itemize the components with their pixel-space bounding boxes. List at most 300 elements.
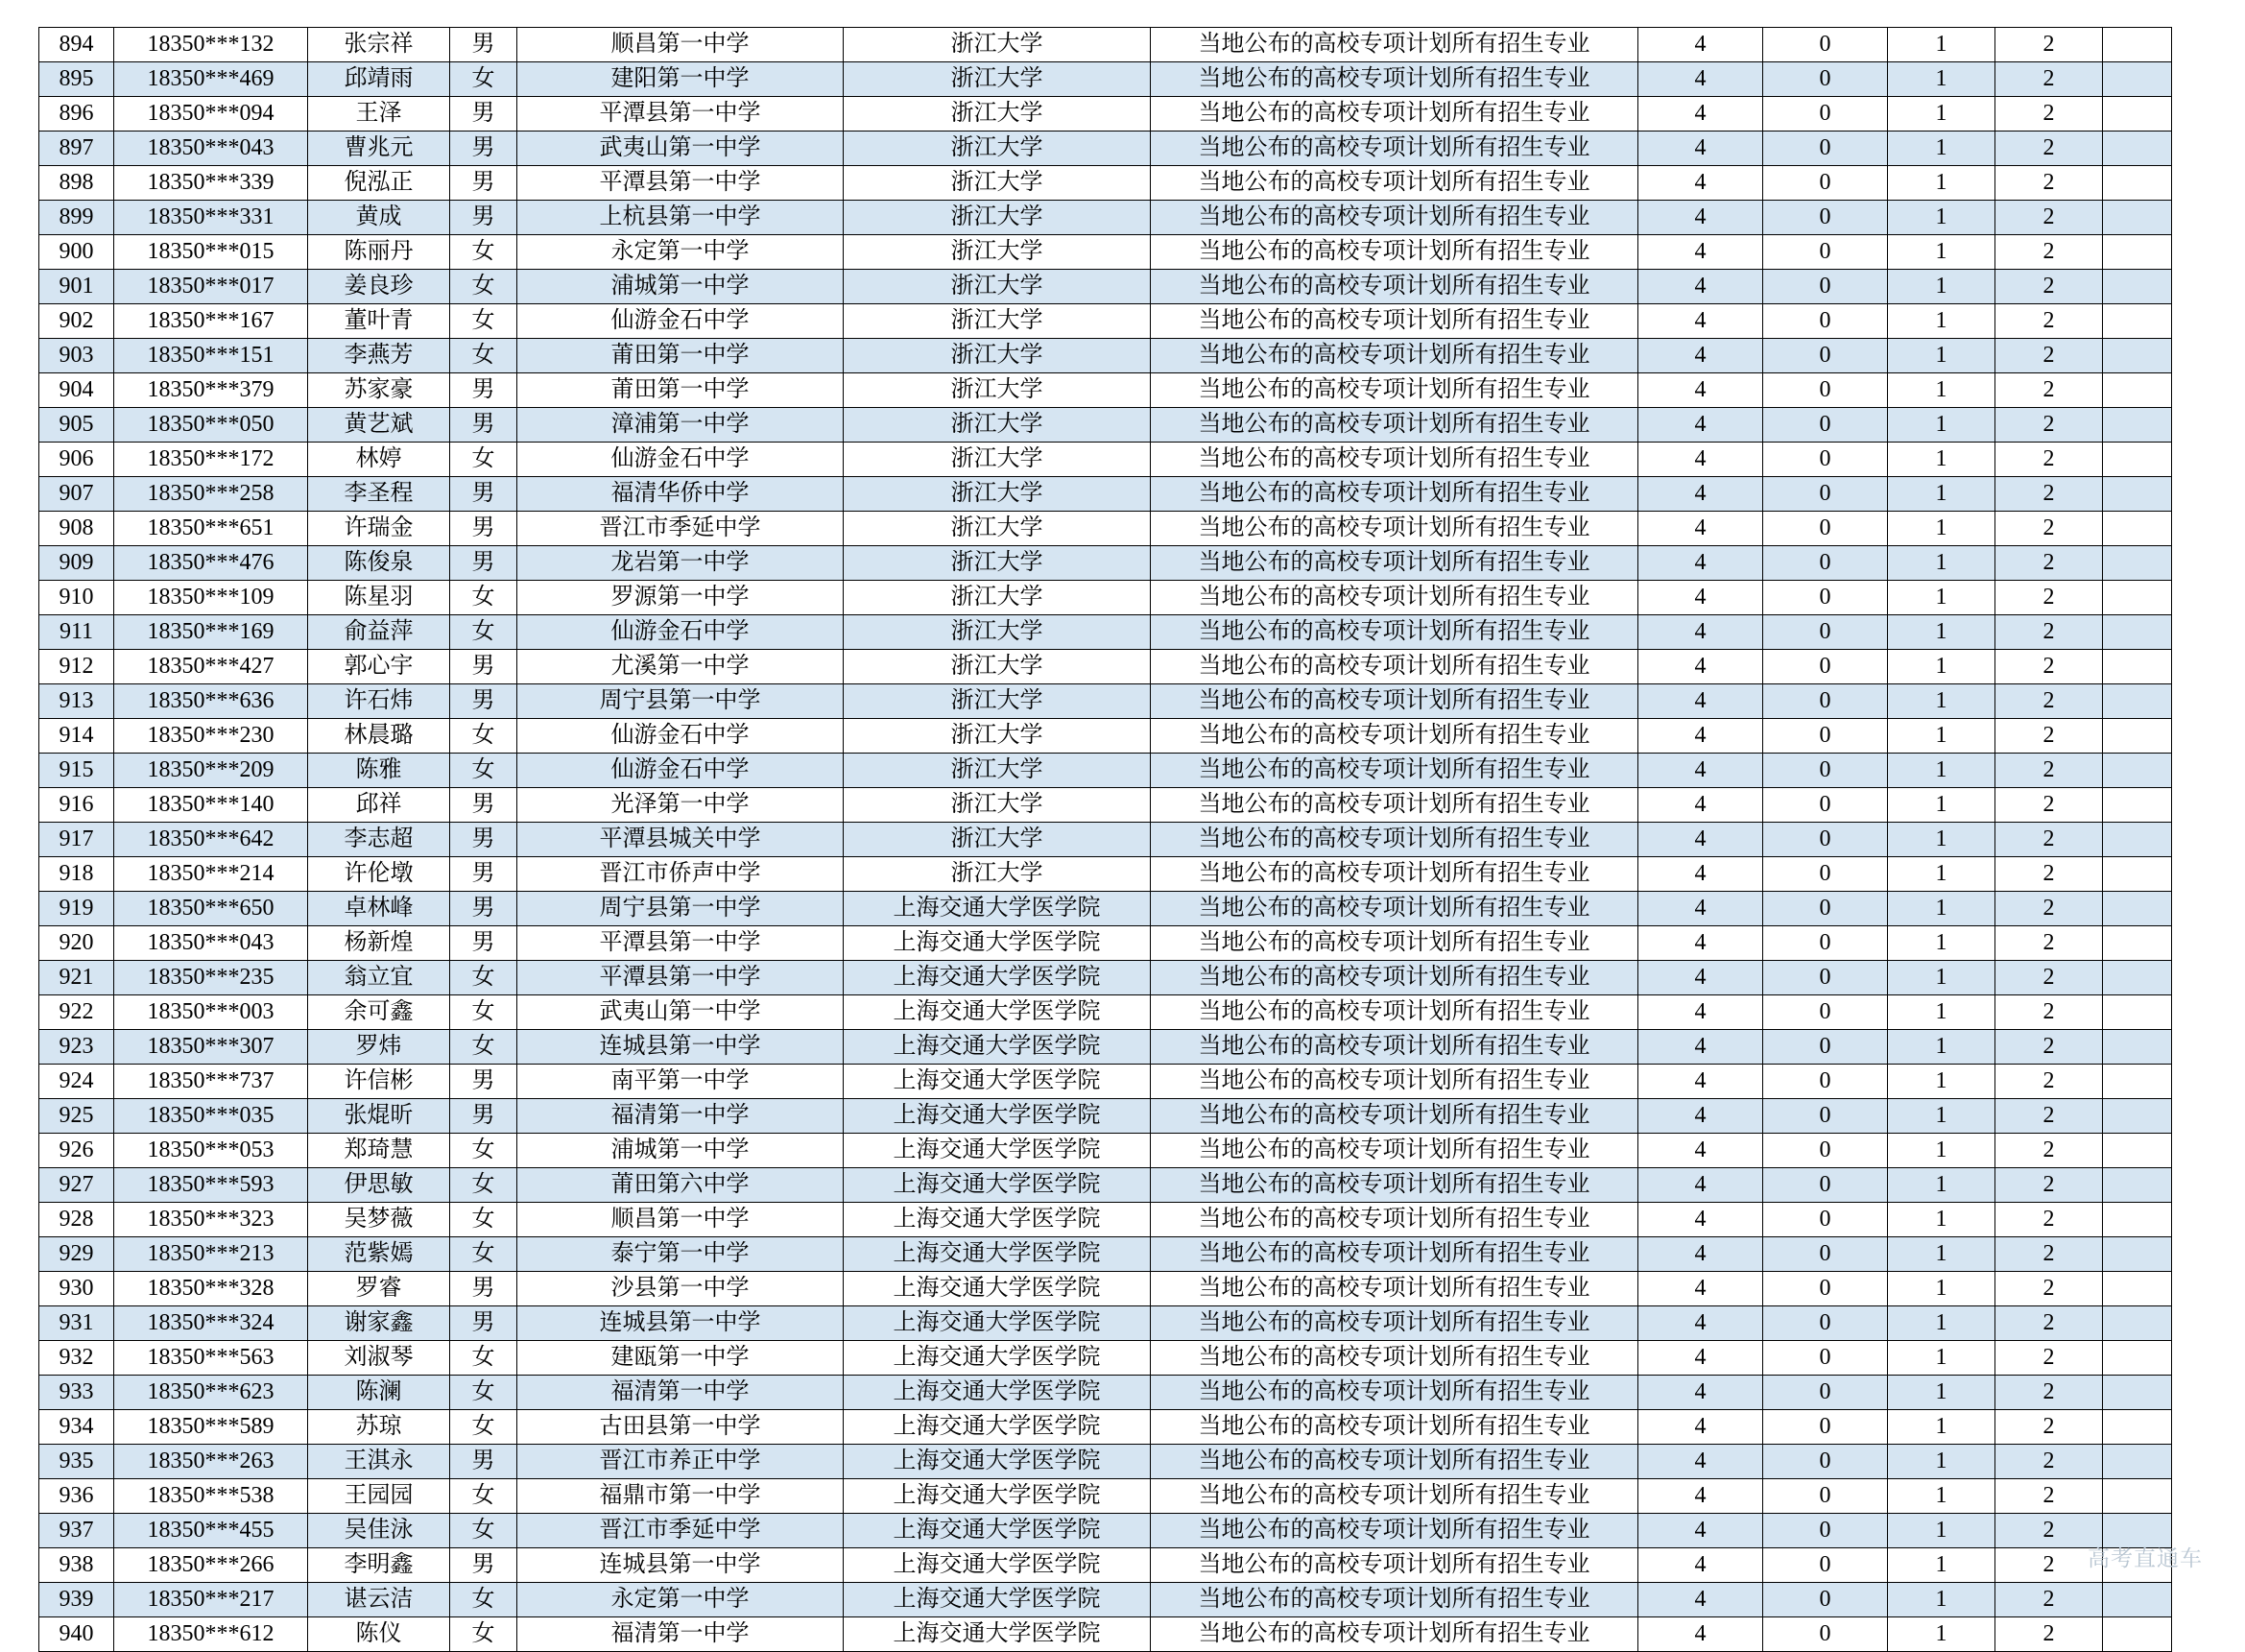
cell-major: 当地公布的高校专项计划所有招生专业 — [1151, 1617, 1638, 1652]
cell-remark — [2103, 443, 2172, 477]
cell-name: 邱祥 — [308, 788, 450, 823]
table-row — [39, 1548, 2172, 1583]
cell-value-2: 0 — [1763, 1168, 1888, 1203]
table-row — [39, 1065, 2172, 1099]
cell-index: 931 — [39, 1306, 114, 1341]
cell-value-3: 1 — [1888, 62, 1995, 97]
cell-value-4: 2 — [1995, 650, 2103, 684]
cell-sex: 女 — [450, 615, 517, 650]
cell-exam-id: 18350***109 — [114, 581, 308, 615]
cell-major: 当地公布的高校专项计划所有招生专业 — [1151, 373, 1638, 408]
cell-value-4: 2 — [1995, 512, 2103, 546]
table-row — [39, 1410, 2172, 1445]
cell-value-3: 1 — [1888, 754, 1995, 788]
cell-university: 浙江大学 — [844, 546, 1151, 581]
cell-remark — [2103, 477, 2172, 512]
cell-major: 当地公布的高校专项计划所有招生专业 — [1151, 1583, 1638, 1617]
cell-value-3: 1 — [1888, 270, 1995, 304]
cell-sex: 男 — [450, 684, 517, 719]
cell-value-3: 1 — [1888, 546, 1995, 581]
cell-index: 940 — [39, 1617, 114, 1652]
cell-value-4: 2 — [1995, 97, 2103, 132]
cell-value-3: 1 — [1888, 1341, 1995, 1376]
cell-school: 龙岩第一中学 — [517, 546, 844, 581]
cell-major: 当地公布的高校专项计划所有招生专业 — [1151, 443, 1638, 477]
cell-name: 翁立宜 — [308, 961, 450, 995]
cell-university: 浙江大学 — [844, 650, 1151, 684]
cell-index: 900 — [39, 235, 114, 270]
cell-sex: 女 — [450, 1479, 517, 1514]
cell-university: 上海交通大学医学院 — [844, 1168, 1151, 1203]
cell-value-2: 0 — [1763, 270, 1888, 304]
cell-remark — [2103, 788, 2172, 823]
cell-school: 古田县第一中学 — [517, 1410, 844, 1445]
cell-name: 陈星羽 — [308, 581, 450, 615]
table-row — [39, 201, 2172, 235]
cell-index: 925 — [39, 1099, 114, 1134]
cell-name: 王园园 — [308, 1479, 450, 1514]
cell-school: 罗源第一中学 — [517, 581, 844, 615]
cell-value-3: 1 — [1888, 961, 1995, 995]
cell-major: 当地公布的高校专项计划所有招生专业 — [1151, 823, 1638, 857]
cell-value-4: 2 — [1995, 857, 2103, 892]
cell-school: 武夷山第一中学 — [517, 995, 844, 1030]
cell-index: 922 — [39, 995, 114, 1030]
cell-school: 顺昌第一中学 — [517, 28, 844, 62]
cell-exam-id: 18350***053 — [114, 1134, 308, 1168]
cell-major: 当地公布的高校专项计划所有招生专业 — [1151, 62, 1638, 97]
cell-value-3: 1 — [1888, 132, 1995, 166]
cell-school: 永定第一中学 — [517, 1583, 844, 1617]
cell-university: 浙江大学 — [844, 581, 1151, 615]
cell-value-2: 0 — [1763, 132, 1888, 166]
cell-major: 当地公布的高校专项计划所有招生专业 — [1151, 1030, 1638, 1065]
cell-major: 当地公布的高校专项计划所有招生专业 — [1151, 892, 1638, 926]
cell-school: 晋江市季延中学 — [517, 1514, 844, 1548]
table-row — [39, 235, 2172, 270]
cell-exam-id: 18350***017 — [114, 270, 308, 304]
cell-index: 912 — [39, 650, 114, 684]
cell-sex: 男 — [450, 166, 517, 201]
cell-name: 伊思敏 — [308, 1168, 450, 1203]
cell-value-1: 4 — [1638, 581, 1763, 615]
cell-sex: 女 — [450, 339, 517, 373]
cell-remark — [2103, 1134, 2172, 1168]
cell-value-3: 1 — [1888, 1134, 1995, 1168]
cell-remark — [2103, 1099, 2172, 1134]
cell-exam-id: 18350***427 — [114, 650, 308, 684]
cell-value-1: 4 — [1638, 926, 1763, 961]
cell-index: 905 — [39, 408, 114, 443]
cell-university: 浙江大学 — [844, 408, 1151, 443]
cell-value-1: 4 — [1638, 1445, 1763, 1479]
cell-school: 仙游金石中学 — [517, 615, 844, 650]
cell-value-3: 1 — [1888, 166, 1995, 201]
cell-value-3: 1 — [1888, 304, 1995, 339]
cell-value-1: 4 — [1638, 408, 1763, 443]
cell-major: 当地公布的高校专项计划所有招生专业 — [1151, 1065, 1638, 1099]
cell-exam-id: 18350***050 — [114, 408, 308, 443]
cell-value-3: 1 — [1888, 684, 1995, 719]
cell-value-2: 0 — [1763, 995, 1888, 1030]
cell-school: 浦城第一中学 — [517, 270, 844, 304]
cell-sex: 女 — [450, 1134, 517, 1168]
cell-index: 897 — [39, 132, 114, 166]
cell-major: 当地公布的高校专项计划所有招生专业 — [1151, 270, 1638, 304]
cell-value-4: 2 — [1995, 995, 2103, 1030]
cell-exam-id: 18350***642 — [114, 823, 308, 857]
cell-exam-id: 18350***623 — [114, 1376, 308, 1410]
cell-exam-id: 18350***172 — [114, 443, 308, 477]
cell-value-2: 0 — [1763, 477, 1888, 512]
watermark-label: 高考直通车 — [2088, 1545, 2203, 1570]
cell-sex: 女 — [450, 1168, 517, 1203]
cell-sex: 女 — [450, 581, 517, 615]
cell-index: 913 — [39, 684, 114, 719]
cell-school: 连城县第一中学 — [517, 1306, 844, 1341]
cell-school: 建瓯第一中学 — [517, 1341, 844, 1376]
cell-value-2: 0 — [1763, 684, 1888, 719]
cell-value-2: 0 — [1763, 166, 1888, 201]
cell-school: 光泽第一中学 — [517, 788, 844, 823]
cell-exam-id: 18350***589 — [114, 1410, 308, 1445]
cell-name: 卓林峰 — [308, 892, 450, 926]
cell-sex: 女 — [450, 1341, 517, 1376]
spreadsheet-area — [38, 27, 2171, 1652]
cell-index: 916 — [39, 788, 114, 823]
cell-value-1: 4 — [1638, 443, 1763, 477]
cell-value-4: 2 — [1995, 788, 2103, 823]
cell-name: 陈雅 — [308, 754, 450, 788]
table-row — [39, 166, 2172, 201]
cell-index: 935 — [39, 1445, 114, 1479]
table-row — [39, 1617, 2172, 1652]
cell-value-2: 0 — [1763, 754, 1888, 788]
cell-exam-id: 18350***263 — [114, 1445, 308, 1479]
cell-index: 930 — [39, 1272, 114, 1306]
cell-university: 上海交通大学医学院 — [844, 1030, 1151, 1065]
cell-school: 福清第一中学 — [517, 1617, 844, 1652]
cell-exam-id: 18350***217 — [114, 1583, 308, 1617]
table-body — [39, 28, 2172, 1652]
cell-value-4: 2 — [1995, 1376, 2103, 1410]
cell-index: 936 — [39, 1479, 114, 1514]
table-row — [39, 62, 2172, 97]
cell-index: 921 — [39, 961, 114, 995]
cell-exam-id: 18350***132 — [114, 28, 308, 62]
cell-index: 906 — [39, 443, 114, 477]
cell-value-4: 2 — [1995, 1479, 2103, 1514]
cell-sex: 男 — [450, 926, 517, 961]
cell-exam-id: 18350***307 — [114, 1030, 308, 1065]
cell-name: 陈俊泉 — [308, 546, 450, 581]
cell-value-4: 2 — [1995, 408, 2103, 443]
cell-value-4: 2 — [1995, 1065, 2103, 1099]
cell-sex: 女 — [450, 1410, 517, 1445]
table-row — [39, 477, 2172, 512]
table-row — [39, 684, 2172, 719]
cell-index: 910 — [39, 581, 114, 615]
cell-value-2: 0 — [1763, 97, 1888, 132]
cell-remark — [2103, 615, 2172, 650]
cell-value-3: 1 — [1888, 28, 1995, 62]
cell-value-1: 4 — [1638, 1134, 1763, 1168]
cell-major: 当地公布的高校专项计划所有招生专业 — [1151, 1168, 1638, 1203]
cell-university: 上海交通大学医学院 — [844, 1445, 1151, 1479]
cell-sex: 男 — [450, 857, 517, 892]
cell-major: 当地公布的高校专项计划所有招生专业 — [1151, 1306, 1638, 1341]
cell-school: 连城县第一中学 — [517, 1548, 844, 1583]
cell-value-3: 1 — [1888, 1617, 1995, 1652]
cell-sex: 女 — [450, 270, 517, 304]
cell-value-1: 4 — [1638, 1410, 1763, 1445]
cell-major: 当地公布的高校专项计划所有招生专业 — [1151, 1514, 1638, 1548]
cell-name: 曹兆元 — [308, 132, 450, 166]
table-row — [39, 1134, 2172, 1168]
cell-sex: 女 — [450, 961, 517, 995]
table-row — [39, 28, 2172, 62]
cell-school: 上杭县第一中学 — [517, 201, 844, 235]
table-row — [39, 373, 2172, 408]
table-row — [39, 788, 2172, 823]
cell-remark — [2103, 1479, 2172, 1514]
table-row — [39, 546, 2172, 581]
cell-value-3: 1 — [1888, 512, 1995, 546]
cell-major: 当地公布的高校专项计划所有招生专业 — [1151, 788, 1638, 823]
cell-university: 上海交通大学医学院 — [844, 1617, 1151, 1652]
cell-value-1: 4 — [1638, 1030, 1763, 1065]
cell-university: 浙江大学 — [844, 788, 1151, 823]
cell-major: 当地公布的高校专项计划所有招生专业 — [1151, 97, 1638, 132]
cell-index: 915 — [39, 754, 114, 788]
cell-value-4: 2 — [1995, 1272, 2103, 1306]
cell-remark — [2103, 892, 2172, 926]
cell-major: 当地公布的高校专项计划所有招生专业 — [1151, 1445, 1638, 1479]
cell-school: 莆田第一中学 — [517, 373, 844, 408]
cell-university: 浙江大学 — [844, 97, 1151, 132]
table-row — [39, 97, 2172, 132]
cell-value-3: 1 — [1888, 857, 1995, 892]
cell-exam-id: 18350***636 — [114, 684, 308, 719]
cell-value-1: 4 — [1638, 201, 1763, 235]
cell-value-4: 2 — [1995, 477, 2103, 512]
cell-exam-id: 18350***015 — [114, 235, 308, 270]
cell-name: 许石炜 — [308, 684, 450, 719]
cell-value-1: 4 — [1638, 1203, 1763, 1237]
cell-index: 908 — [39, 512, 114, 546]
cell-university: 浙江大学 — [844, 684, 1151, 719]
cell-name: 苏琼 — [308, 1410, 450, 1445]
cell-index: 927 — [39, 1168, 114, 1203]
cell-value-4: 2 — [1995, 1617, 2103, 1652]
cell-exam-id: 18350***339 — [114, 166, 308, 201]
cell-major: 当地公布的高校专项计划所有招生专业 — [1151, 132, 1638, 166]
cell-value-3: 1 — [1888, 97, 1995, 132]
cell-university: 浙江大学 — [844, 304, 1151, 339]
cell-major: 当地公布的高校专项计划所有招生专业 — [1151, 1272, 1638, 1306]
cell-university: 上海交通大学医学院 — [844, 1341, 1151, 1376]
cell-name: 李志超 — [308, 823, 450, 857]
cell-value-1: 4 — [1638, 97, 1763, 132]
cell-value-4: 2 — [1995, 615, 2103, 650]
cell-name: 俞益萍 — [308, 615, 450, 650]
cell-major: 当地公布的高校专项计划所有招生专业 — [1151, 684, 1638, 719]
cell-value-4: 2 — [1995, 443, 2103, 477]
cell-name: 罗睿 — [308, 1272, 450, 1306]
cell-index: 895 — [39, 62, 114, 97]
cell-value-4: 2 — [1995, 719, 2103, 754]
cell-school: 武夷山第一中学 — [517, 132, 844, 166]
cell-value-2: 0 — [1763, 235, 1888, 270]
table-row — [39, 1203, 2172, 1237]
cell-major: 当地公布的高校专项计划所有招生专业 — [1151, 1341, 1638, 1376]
cell-remark — [2103, 719, 2172, 754]
cell-sex: 女 — [450, 1583, 517, 1617]
cell-name: 谢家鑫 — [308, 1306, 450, 1341]
cell-university: 上海交通大学医学院 — [844, 1272, 1151, 1306]
cell-university: 浙江大学 — [844, 615, 1151, 650]
cell-value-2: 0 — [1763, 788, 1888, 823]
cell-index: 896 — [39, 97, 114, 132]
cell-university: 浙江大学 — [844, 754, 1151, 788]
cell-index: 932 — [39, 1341, 114, 1376]
cell-name: 倪泓正 — [308, 166, 450, 201]
cell-value-4: 2 — [1995, 132, 2103, 166]
cell-name: 吴梦薇 — [308, 1203, 450, 1237]
cell-value-3: 1 — [1888, 615, 1995, 650]
cell-sex: 女 — [450, 995, 517, 1030]
cell-name: 黄成 — [308, 201, 450, 235]
cell-value-3: 1 — [1888, 443, 1995, 477]
cell-name: 范紫嫣 — [308, 1237, 450, 1272]
cell-index: 909 — [39, 546, 114, 581]
cell-value-4: 2 — [1995, 1099, 2103, 1134]
cell-school: 周宁县第一中学 — [517, 892, 844, 926]
cell-major: 当地公布的高校专项计划所有招生专业 — [1151, 28, 1638, 62]
cell-major: 当地公布的高校专项计划所有招生专业 — [1151, 615, 1638, 650]
cell-university: 浙江大学 — [844, 201, 1151, 235]
cell-exam-id: 18350***331 — [114, 201, 308, 235]
cell-major: 当地公布的高校专项计划所有招生专业 — [1151, 650, 1638, 684]
cell-value-3: 1 — [1888, 235, 1995, 270]
cell-value-2: 0 — [1763, 1134, 1888, 1168]
cell-university: 浙江大学 — [844, 512, 1151, 546]
table-row — [39, 1030, 2172, 1065]
cell-university: 浙江大学 — [844, 857, 1151, 892]
cell-major: 当地公布的高校专项计划所有招生专业 — [1151, 1410, 1638, 1445]
cell-value-4: 2 — [1995, 546, 2103, 581]
cell-sex: 男 — [450, 1065, 517, 1099]
cell-sex: 男 — [450, 132, 517, 166]
cell-exam-id: 18350***476 — [114, 546, 308, 581]
cell-name: 林婷 — [308, 443, 450, 477]
cell-value-4: 2 — [1995, 62, 2103, 97]
cell-major: 当地公布的高校专项计划所有招生专业 — [1151, 1479, 1638, 1514]
cell-exam-id: 18350***469 — [114, 62, 308, 97]
cell-school: 泰宁第一中学 — [517, 1237, 844, 1272]
cell-remark — [2103, 304, 2172, 339]
cell-value-1: 4 — [1638, 373, 1763, 408]
cell-name: 张宗祥 — [308, 28, 450, 62]
cell-school: 平潭县第一中学 — [517, 166, 844, 201]
cell-value-4: 2 — [1995, 1237, 2103, 1272]
cell-name: 李圣程 — [308, 477, 450, 512]
cell-school: 莆田第六中学 — [517, 1168, 844, 1203]
cell-index: 899 — [39, 201, 114, 235]
cell-exam-id: 18350***650 — [114, 892, 308, 926]
cell-school: 建阳第一中学 — [517, 62, 844, 97]
cell-value-4: 2 — [1995, 581, 2103, 615]
cell-value-2: 0 — [1763, 1479, 1888, 1514]
cell-value-1: 4 — [1638, 304, 1763, 339]
cell-value-2: 0 — [1763, 443, 1888, 477]
cell-school: 漳浦第一中学 — [517, 408, 844, 443]
cell-value-2: 0 — [1763, 1376, 1888, 1410]
cell-value-2: 0 — [1763, 615, 1888, 650]
cell-index: 898 — [39, 166, 114, 201]
cell-value-2: 0 — [1763, 28, 1888, 62]
cell-name: 许伦墩 — [308, 857, 450, 892]
cell-value-2: 0 — [1763, 1065, 1888, 1099]
table-row — [39, 304, 2172, 339]
cell-name: 罗炜 — [308, 1030, 450, 1065]
cell-exam-id: 18350***538 — [114, 1479, 308, 1514]
cell-sex: 女 — [450, 1237, 517, 1272]
cell-value-4: 2 — [1995, 373, 2103, 408]
cell-remark — [2103, 995, 2172, 1030]
cell-major: 当地公布的高校专项计划所有招生专业 — [1151, 1099, 1638, 1134]
cell-index: 907 — [39, 477, 114, 512]
cell-value-1: 4 — [1638, 995, 1763, 1030]
cell-university: 上海交通大学医学院 — [844, 1410, 1151, 1445]
cell-value-1: 4 — [1638, 1617, 1763, 1652]
cell-value-1: 4 — [1638, 270, 1763, 304]
cell-value-1: 4 — [1638, 684, 1763, 719]
cell-value-2: 0 — [1763, 1203, 1888, 1237]
cell-value-3: 1 — [1888, 1030, 1995, 1065]
cell-school: 尤溪第一中学 — [517, 650, 844, 684]
cell-value-2: 0 — [1763, 650, 1888, 684]
cell-university: 上海交通大学医学院 — [844, 926, 1151, 961]
cell-index: 924 — [39, 1065, 114, 1099]
cell-major: 当地公布的高校专项计划所有招生专业 — [1151, 1237, 1638, 1272]
cell-sex: 女 — [450, 235, 517, 270]
cell-exam-id: 18350***035 — [114, 1099, 308, 1134]
cell-university: 上海交通大学医学院 — [844, 961, 1151, 995]
cell-index: 901 — [39, 270, 114, 304]
cell-name: 许信彬 — [308, 1065, 450, 1099]
cell-university: 上海交通大学医学院 — [844, 995, 1151, 1030]
cell-university: 浙江大学 — [844, 339, 1151, 373]
cell-value-2: 0 — [1763, 512, 1888, 546]
table-row — [39, 1306, 2172, 1341]
cell-value-3: 1 — [1888, 1272, 1995, 1306]
cell-sex: 男 — [450, 1099, 517, 1134]
cell-value-2: 0 — [1763, 1445, 1888, 1479]
cell-school: 福清第一中学 — [517, 1376, 844, 1410]
cell-value-2: 0 — [1763, 823, 1888, 857]
cell-remark — [2103, 166, 2172, 201]
cell-remark — [2103, 373, 2172, 408]
cell-value-3: 1 — [1888, 1065, 1995, 1099]
cell-value-4: 2 — [1995, 754, 2103, 788]
cell-exam-id: 18350***379 — [114, 373, 308, 408]
cell-sex: 男 — [450, 28, 517, 62]
cell-exam-id: 18350***167 — [114, 304, 308, 339]
cell-name: 王淇永 — [308, 1445, 450, 1479]
cell-exam-id: 18350***324 — [114, 1306, 308, 1341]
cell-remark — [2103, 1065, 2172, 1099]
